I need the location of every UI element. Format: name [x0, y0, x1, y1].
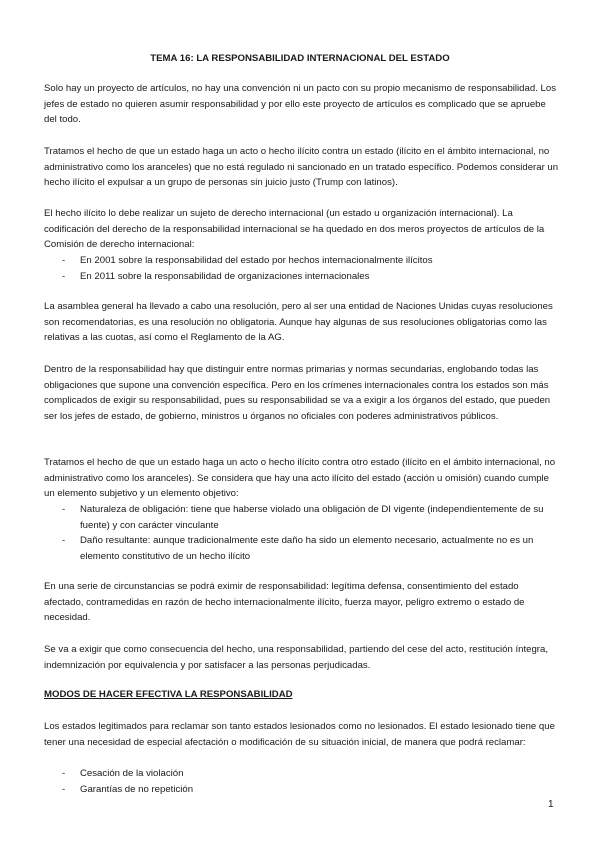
bullet-dash: -: [62, 535, 66, 547]
bullet-dash: -: [62, 504, 66, 515]
paragraph-elements: Tratamos el hecho de que un estado haga un acto o hecho ilícito contra otro estado (ilícito en el ámbito internacional, no administrativo como los aranceles). Se considera que hay una acto ilícito del estado (acción u omisión) cuando cumple un elemento subjetivo y un elemento objetivo:: [44, 457, 556, 500]
list-item-text: Cesación de la violación: [80, 768, 184, 779]
bullet-dash: -: [62, 255, 66, 266]
list-item: [44, 502, 560, 533]
codification-list: [44, 253, 560, 284]
list-item-text: Garantías de no repetición: [80, 783, 194, 795]
paragraph-general-assembly: La asamblea general ha llevado a cabo una resolución, pero al ser una entidad de Naciones Unidas cuyas resoluciones son recomendatorias, es una resolución no obligatoria. Aunque hay algunas de sus resoluciones obligatorias como las relativas a las cuotas, así como el Reglamento de la AG.: [44, 301, 553, 344]
list-item-text: En 2001 sobre la responsabilidad del estado por hechos internacionalmente ilícitos: [80, 255, 433, 266]
list-item: [44, 782, 560, 798]
elements-list: [44, 502, 560, 564]
page-number: 1: [548, 799, 554, 810]
claims-list: [44, 766, 560, 797]
paragraph-subject: El hecho ilícito lo debe realizar un sujeto de derecho internacional (un estado u organización internacional). La codificación del derecho de la responsabilidad internacional se ha quedado en dos meros proyectos de artículos de la Comisión de derecho internacional:: [44, 208, 545, 251]
list-item: [44, 269, 560, 285]
list-item: [44, 253, 560, 269]
paragraph-legitimated-states: Los estados legitimados para reclamar son tanto estados lesionados como no lesionados. El estado lesionado tiene que tener una necesidad de especial afectación o modificación de su situación inicial, de manera que podrá reclamar:: [44, 721, 555, 748]
paragraph-norms: Dentro de la responsabilidad hay que distinguir entre normas primarias y normas secundarias, englobando todas las obligaciones que supone una convención específica. Pero en los crímenes internacionales contra los estados son más complicados de exigir su responsabilidad, pues su responsabilidad se va a exigir a los órganos del estado, que pueden ser los jefes de estado, de gobierno, ministros u órganos no oficiales con poderes administrativos públicos.: [44, 364, 551, 422]
paragraph-consequences: Se va a exigir que como consecuencia del hecho, una responsabilidad, partiendo del cese del acto, restitución íntegra, indemnización por equivalencia y por satisfacer a las personas perjudicadas.: [44, 644, 548, 671]
paragraph-illicit-act: Tratamos el hecho de que un estado haga un acto o hecho ilícito contra un estado (ilícito en el ámbito internacional, no administrativo como los aranceles) que no está regulado ni sancionado en un tratado específico. Podemos considerar un hecho ilícito el expulsar a un grupo de personas sin juicio justo (Trump con latinos).: [44, 146, 559, 189]
bullet-dash: -: [62, 768, 66, 779]
list-item: [44, 766, 560, 782]
section-heading: MODOS DE HACER EFECTIVA LA RESPONSABILIDAD: [44, 689, 293, 700]
list-item: [44, 533, 560, 564]
list-item-text: En 2011 sobre la responsabilidad de organizaciones internacionales: [80, 270, 370, 282]
document-title: TEMA 16: LA RESPONSABILIDAD INTERNACIONAL DEL ESTADO: [150, 53, 450, 64]
paragraph-exemptions: En una serie de circunstancias se podrá eximir de responsabilidad: legítima defensa, consentimiento del estado afectado, contramedidas en razón de hecho internacionalmente ilícito, fuerza mayor, peligro extremo o estado de necesidad.: [44, 581, 525, 624]
bullet-dash: -: [62, 270, 66, 282]
paragraph-intro: Solo hay un proyecto de artículos, no hay una convención ni un pacto con su propio mecanismo de responsabilidad. Los jefes de estado no quieren asumir responsabilidad y por ello este proyecto de artículos es complicado que se apruebe del todo.: [44, 83, 556, 126]
bullet-dash: -: [62, 783, 66, 795]
list-item-text: Daño resultante: aunque tradicionalmente este daño ha sido un elemento necesario, actualmente no es un elemento constitutivo de un hecho ilícito: [80, 535, 534, 562]
list-item-text: Naturaleza de obligación: tiene que haberse violado una obligación de DI vigente (independientemente de su fuente) y con carácter vinculante: [80, 504, 544, 531]
